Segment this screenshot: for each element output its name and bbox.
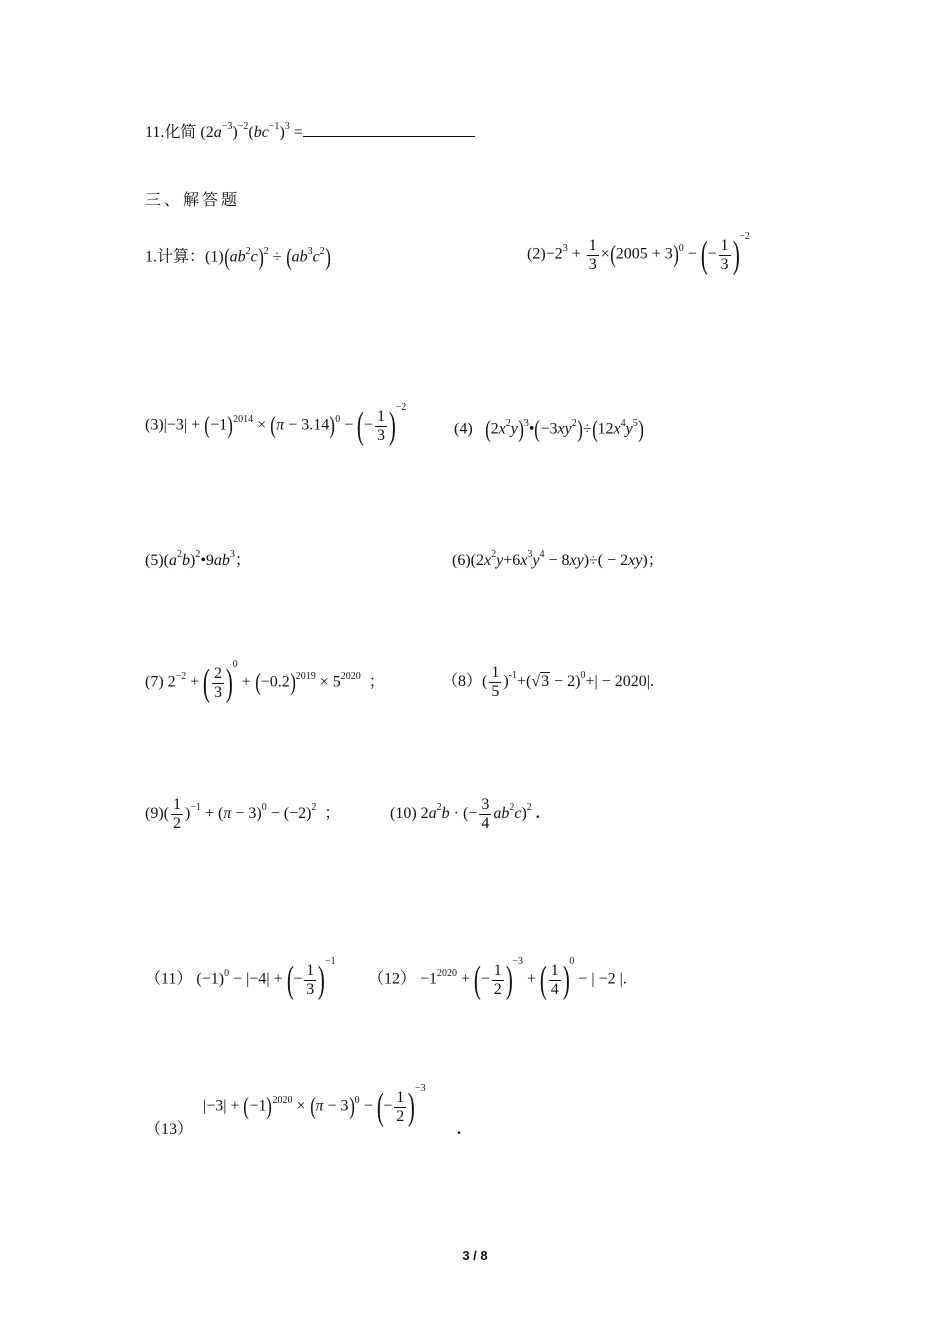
problem-5: $(5)(a^2b)^2•9ab^3$； <box>145 549 251 569</box>
page-number: 3 / 8 <box>462 1248 488 1263</box>
problem-3: $(3)|-3| + (-1)^{2014} \times (\pi - 3.14)^0$ − (− $\frac{1}{3}$ )$^{-2}$ <box>145 401 407 447</box>
sqrt-symbol: √ <box>531 673 541 691</box>
problem-11: （11） $(-1)^0 - |-4|$ + (− $\frac{1}{3}$ )$^{-1}$ <box>145 955 336 1001</box>
problem-1-label: 1.计算： <box>145 248 206 266</box>
q11-expression: $(2a^{-3})^{-2}(bc^{-1})^3$ = <box>200 121 303 141</box>
problem-4: (4) $(2x^2y)^3•(-3xy^2)\div(12x^4y^5)$ <box>454 417 644 443</box>
fraction: $\frac{1}{2}$ <box>172 796 181 832</box>
problem-7: (7) $2^{-2}$ + ( $\frac{2}{3}$ )$^0 + (-0.2)^{2019} \times 5^{2020}$ ； <box>145 658 385 704</box>
fraction: $\frac{1}{3}$ <box>306 961 315 998</box>
section-title: 三、解答题 <box>145 192 241 209</box>
answer-blank[interactable] <box>303 122 475 137</box>
fraction: $\frac{1}{3}$ <box>720 236 729 273</box>
fraction: $\frac{1}{3}$ <box>376 407 385 444</box>
fraction: $\frac{1}{5}$ <box>491 664 500 700</box>
problem-13-period: . <box>457 1121 461 1138</box>
problem-10: (10) $2a^2b$ · (− $\frac{3}{4}$ $ab^2c)^2$ . <box>390 796 540 832</box>
q11-label: 11.化简 <box>145 124 197 141</box>
fraction: $\frac{1}{2}$ <box>493 961 502 998</box>
problem-13: $|-3| + (-1)^{2020} \times (\pi - 3)^0$ − (− $\frac{1}{2}$ )$^{-3}$ <box>203 1082 426 1128</box>
problem-1-1: 1.计算：$(1)(ab^2c)^2 \div (ab^3c^2)$ <box>145 245 331 271</box>
problem-1-2: $(2)-2^3$ + $\frac{1}{3}$ $\times(2005 + 3)^0$ − (− $\frac{1}{3}$ )$^{-2}$ <box>527 230 750 276</box>
problem-9: (9)( $\frac{1}{2}$ )$^{-1} + (\pi - 3)^0 - (-2)^2$ ； <box>145 796 341 832</box>
problem-12: $(12) -1^{2020}$ + (− $\frac{1}{2}$ )$^{-3}$ + ( $\frac{1}{4}$ )$^0$ − | −2 |. <box>368 955 627 1001</box>
fraction: $\frac{1}{2}$ <box>396 1088 405 1125</box>
fraction: $\frac{1}{4}$ <box>550 961 559 998</box>
fraction: $\frac{3}{4}$ <box>481 796 490 832</box>
problem-13-label: （13） <box>145 1121 194 1138</box>
question-11 <box>145 122 475 141</box>
problem-6: $(6)(2x^2y+6x^3y^4 - 8xy)\div( - 2xy)$； <box>452 549 664 569</box>
fraction: $\frac{1}{3}$ <box>588 236 597 273</box>
problem-8: （8）( $\frac{1}{5}$ )$^{-1}+(√3 - 2)^0+| - 2020|$. <box>442 664 654 700</box>
fraction: $\frac{2}{3}$ <box>213 664 222 701</box>
